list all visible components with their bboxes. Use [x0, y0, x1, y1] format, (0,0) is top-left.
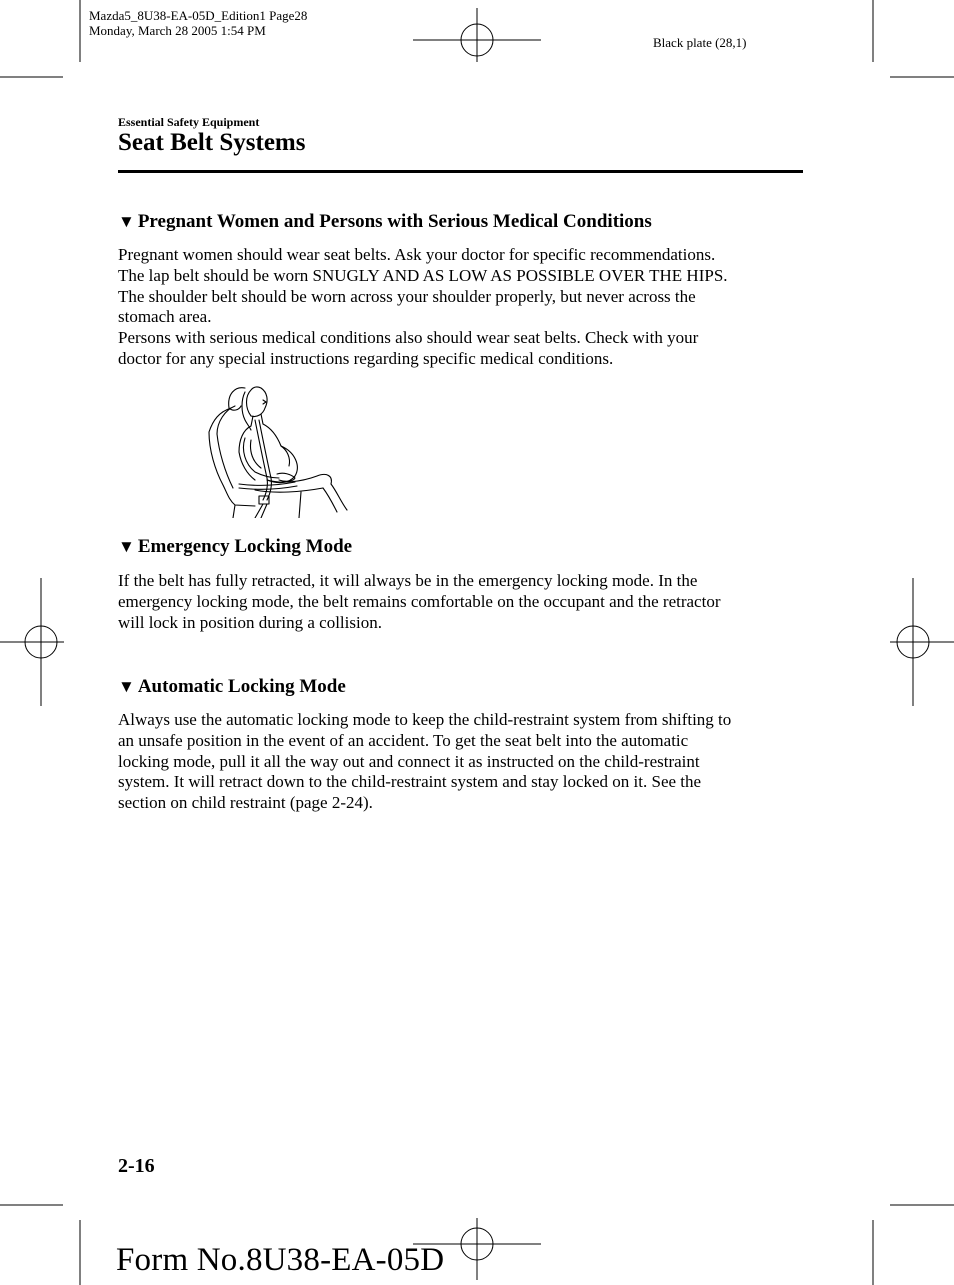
page-title: Seat Belt Systems [118, 129, 306, 156]
text-line: stomach area. [118, 307, 212, 327]
text-line: emergency locking mode, the belt remains comfortable on the occupant and the retractor [118, 591, 721, 611]
text-line: system. It will retract down to the child-restraint system and stay locked on it. See the [118, 772, 702, 792]
text-line: The shoulder belt should be worn across your shoulder properly, but never across the [118, 286, 696, 306]
plate-label: Black plate (28,1) [653, 35, 747, 50]
triangle-marker-icon: ▼ [118, 212, 135, 231]
text-line: an unsafe position in the event of an accident. To get the seat belt into the automatic [118, 730, 689, 750]
form-number: Form No.8U38-EA-05D [116, 1242, 445, 1278]
print-date-line: Monday, March 28 2005 1:54 PM [89, 23, 266, 38]
paragraph-pregnant-women [118, 245, 808, 370]
text-line: section on child restraint (page 2-24). [118, 793, 373, 813]
title-rule [118, 170, 803, 173]
text-line: Pregnant women should wear seat belts. Ask your doctor for specific recommendations. [118, 245, 716, 264]
text-line: The lap belt should be worn SNUGLY AND AS LOW AS POSSIBLE OVER THE HIPS. [118, 265, 728, 285]
print-file-line: Mazda5_8U38-EA-05D_Edition1 Page28 [89, 8, 308, 23]
heading-emergency-locking-mode [118, 536, 352, 558]
heading-text: Emergency Locking Mode [137, 536, 353, 557]
paragraph-automatic-locking-mode [118, 710, 808, 814]
heading-text: Automatic Locking Mode [137, 676, 346, 697]
seated-pregnant-woman-seatbelt-illustration [205, 380, 350, 518]
text-line: doctor for any special instructions regarding specific medical conditions. [118, 348, 614, 368]
text-line: will lock in position during a collision. [118, 612, 382, 632]
text-line: Always use the automatic locking mode to keep the child-restraint system from shifting to [118, 710, 732, 729]
heading-automatic-locking-mode [118, 676, 346, 698]
triangle-marker-icon: ▼ [118, 537, 135, 556]
heading-text: Pregnant Women and Persons with Serious Medical Conditions [137, 211, 652, 232]
page-number: 2-16 [118, 1155, 155, 1177]
text-line: locking mode, pull it all the way out and connect it as instructed on the child-restraint [118, 751, 700, 771]
text-line: Persons with serious medical conditions also should wear seat belts. Check with your [118, 328, 699, 348]
paragraph-emergency-locking-mode [118, 571, 808, 633]
text-line: If the belt has fully retracted, it will always be in the emergency locking mode. In the [118, 571, 698, 590]
triangle-marker-icon: ▼ [118, 677, 135, 696]
section-label: Essential Safety Equipment [118, 115, 260, 129]
heading-pregnant-women [118, 211, 652, 233]
print-info [89, 8, 307, 38]
